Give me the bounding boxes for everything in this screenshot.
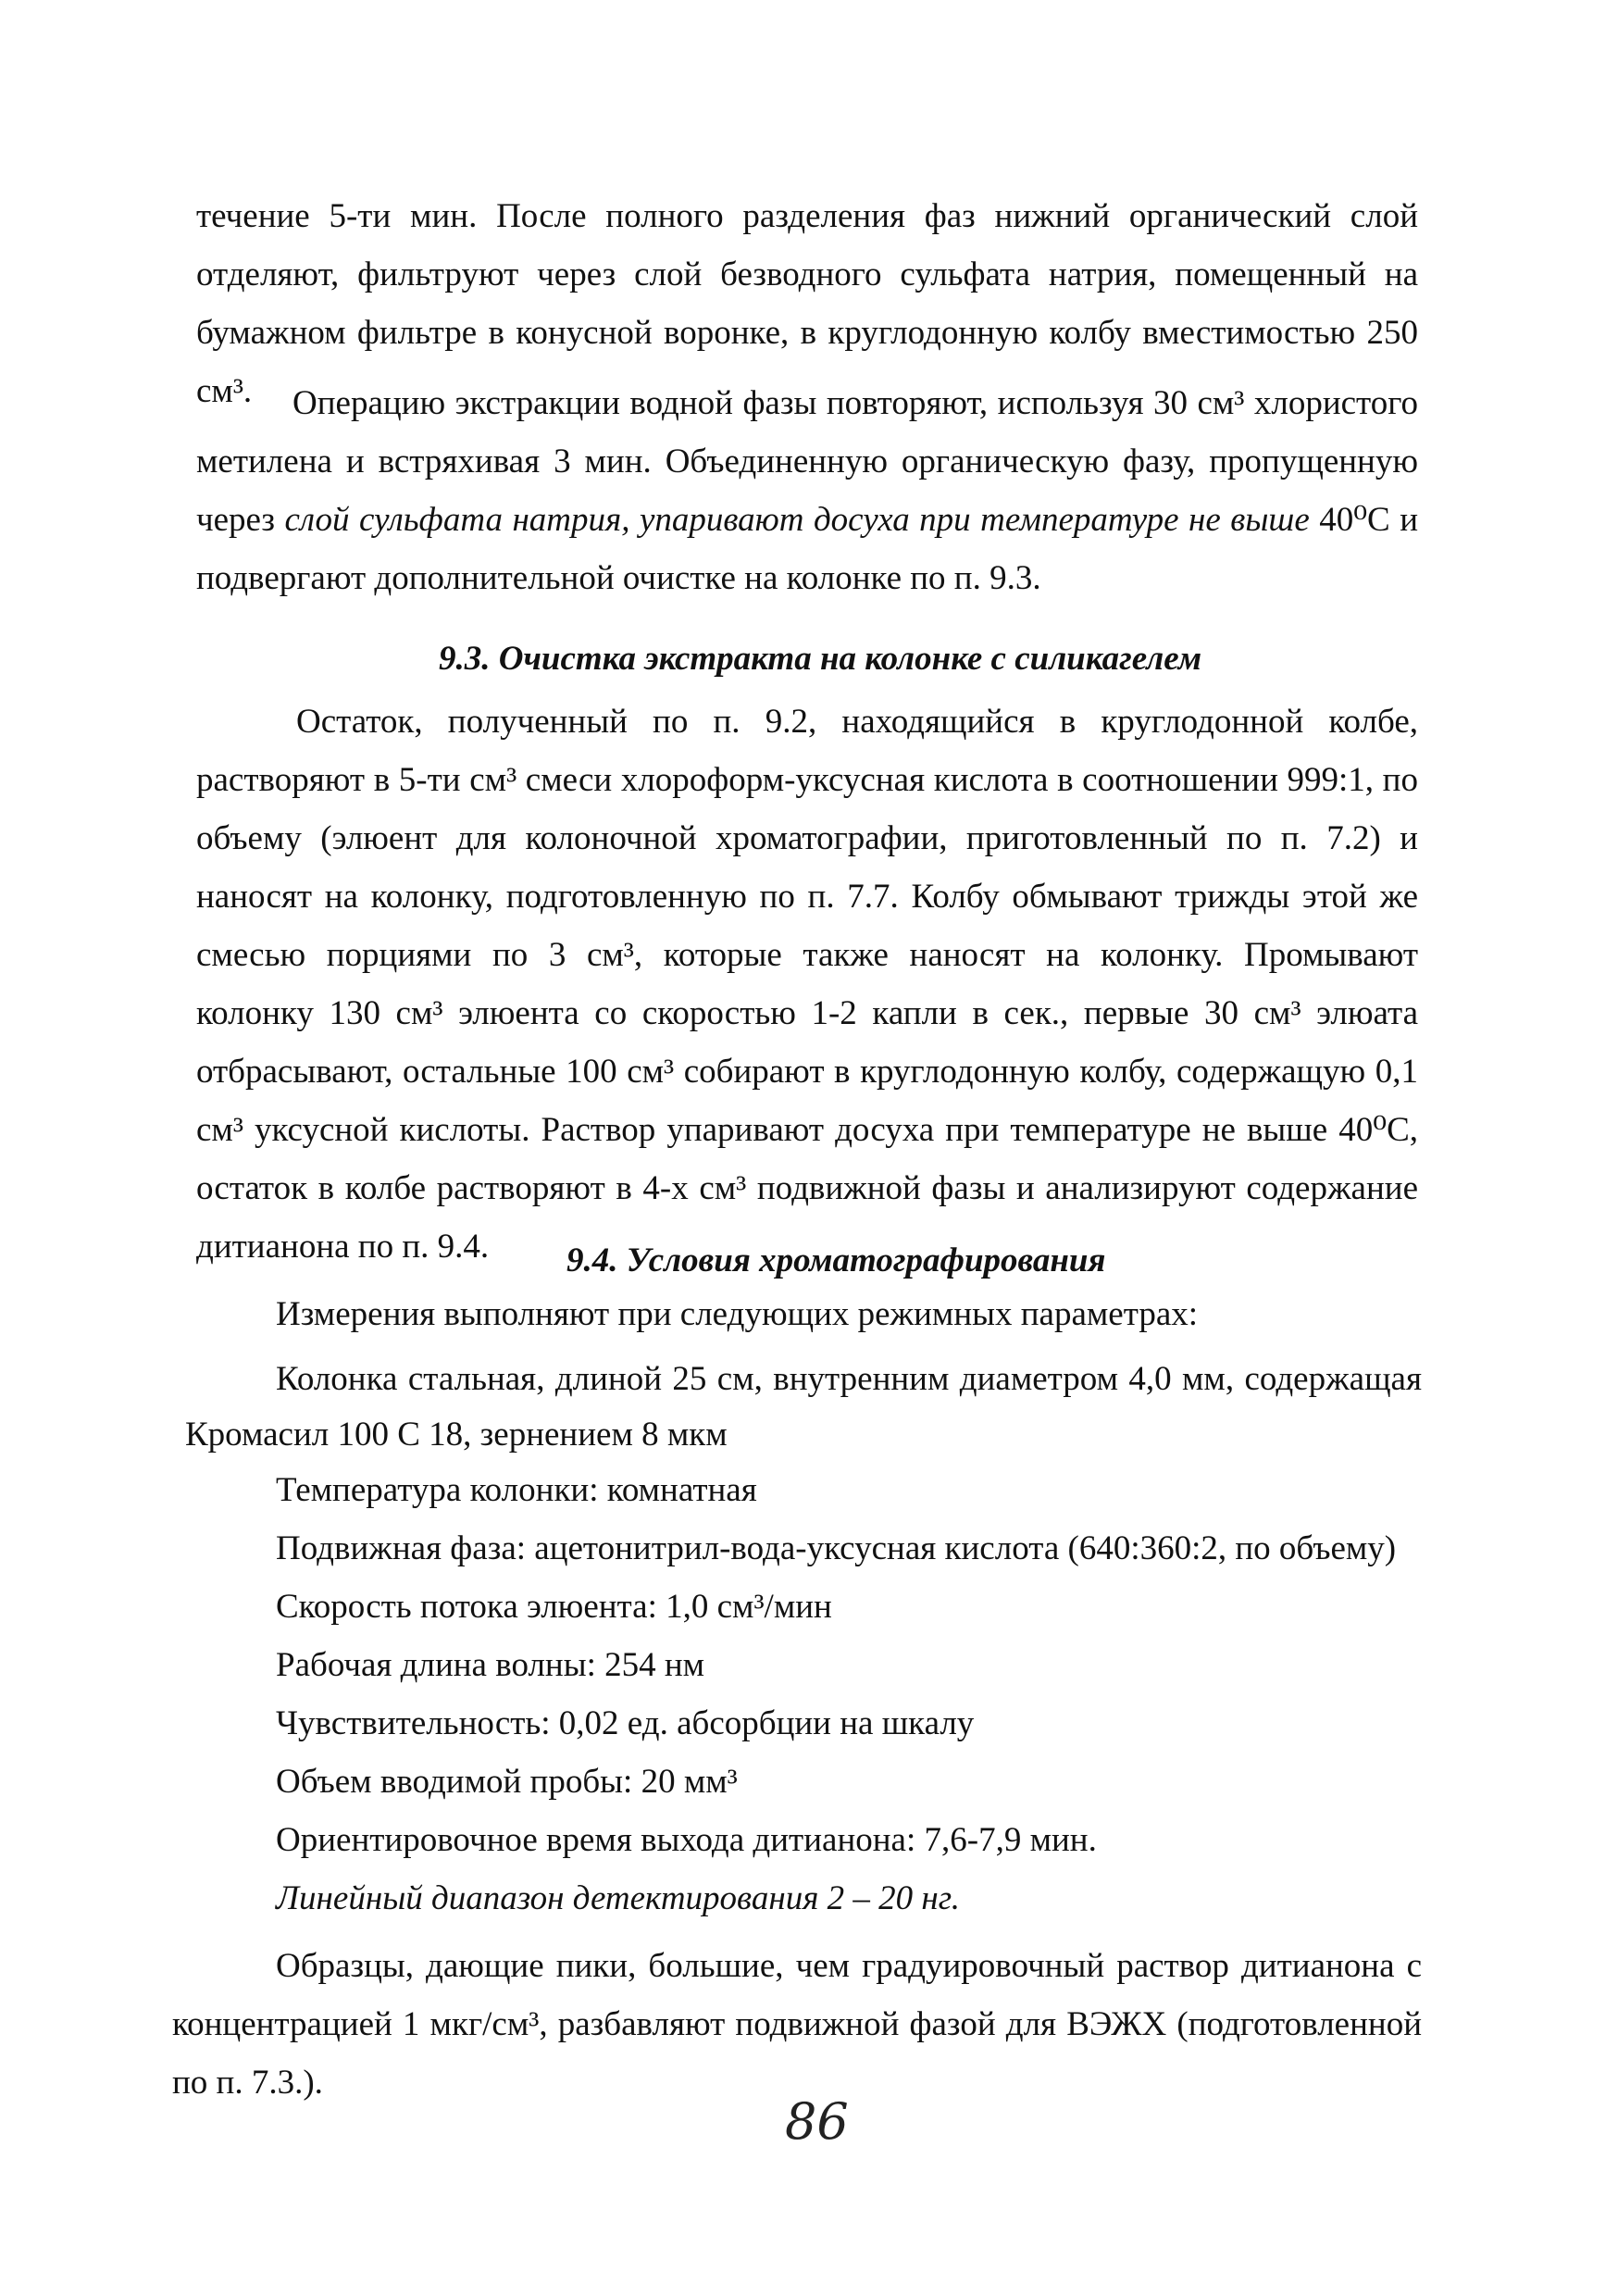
paragraph-dilution: Образцы, дающие пики, большие, чем градуировочный раствор дитианона с концентрацией 1 мкг/см³, разбавляют подвижной фазой для ВЭЖХ (подготовленной по п. 7.3.).: [172, 1947, 1422, 2102]
param-wavelength: Рабочая длина волны: 254 нм: [276, 1646, 705, 1684]
param-linear-range: Линейный диапазон детектирования 2 – 20 нг.: [276, 1879, 960, 1917]
paragraph-repeat-extraction: [196, 374, 1418, 607]
p2-text-b: слой сульфата натрия, упаривают досуха при температуре не выше: [284, 501, 1310, 539]
param-sensitivity: Чувствительность: 0,02 ед. абсорбции на шкалу: [276, 1704, 975, 1742]
measurement-intro: Измерения выполняют при следующих режимных параметрах:: [276, 1295, 1199, 1333]
param-mobile-phase: Подвижная фаза: ацетонитрил-вода-уксусная кислота (640:360:2, по объему): [276, 1529, 1397, 1567]
p2-text-c: 40⁰С и подвергают дополнительной очистке на колонке по п. 9.3.: [196, 501, 1418, 597]
param-injection-volume: Объем вводимой пробы: 20 мм³: [276, 1763, 738, 1801]
paragraph-cleanup: Остаток, полученный по п. 9.2, находящийся в круглодонной колбе, растворяют в 5-ти см³ смеси хлороформ-уксусная кислота в соотношении 999:1, по объему (элюент для колоночной хроматографии, приготовленный по п. 7.2) и наносят на колонку, подготовленную по п. 7.7. Колбу обмывают трижды этой же смесью порциями по 3 см³, которые также наносят на колонку. Промывают колонку 130 см³ элюента со скоростью 1-2 капли в сек., первые 30 см³ элюата отбрасывают, остальные 100 см³ собирают в круглодонную колбу, содержащую 0,1 см³ уксусной кислоты. Раствор упаривают досуха при температуре не выше 40⁰С, остаток в колбе растворяют в 4-х см³ подвижной фазы и анализируют содержание дитианона по п. 9.4.: [196, 703, 1418, 1266]
param-column: Колонка стальная, длиной 25 см, внутренним диаметром 4,0 мм, содержащая Кромасил 100 С 18, зернением 8 мкм: [185, 1360, 1422, 1454]
p2-text-a: Операцию экстракции водной фазы повторяют, используя 30 см³ хлористого метилена и встряхивая 3 мин. Объединенную органическую фазу, пропущенную через: [196, 384, 1418, 539]
param-flow-rate: Скорость потока элюента: 1,0 см³/мин: [276, 1588, 832, 1626]
param-retention-time: Ориентировочное время выхода дитианона: 7,6-7,9 мин.: [276, 1821, 1097, 1859]
section-heading-9-4: 9.4. Условия хроматографирования: [566, 1242, 1106, 1279]
page-number: 86: [785, 2092, 849, 2151]
param-column-temperature: Температура колонки: комнатная: [276, 1471, 757, 1509]
section-heading-9-3: 9.3. Очистка экстракта на колонке с силикагелем: [439, 640, 1202, 678]
paragraph-continuation: течение 5-ти мин. После полного разделения фаз нижний органический слой отделяют, фильтруют через слой безводного сульфата натрия, помещенный на бумажном фильтре в конусной воронке, в круглодонную колбу вместимостью 250 см³.: [196, 197, 1418, 410]
